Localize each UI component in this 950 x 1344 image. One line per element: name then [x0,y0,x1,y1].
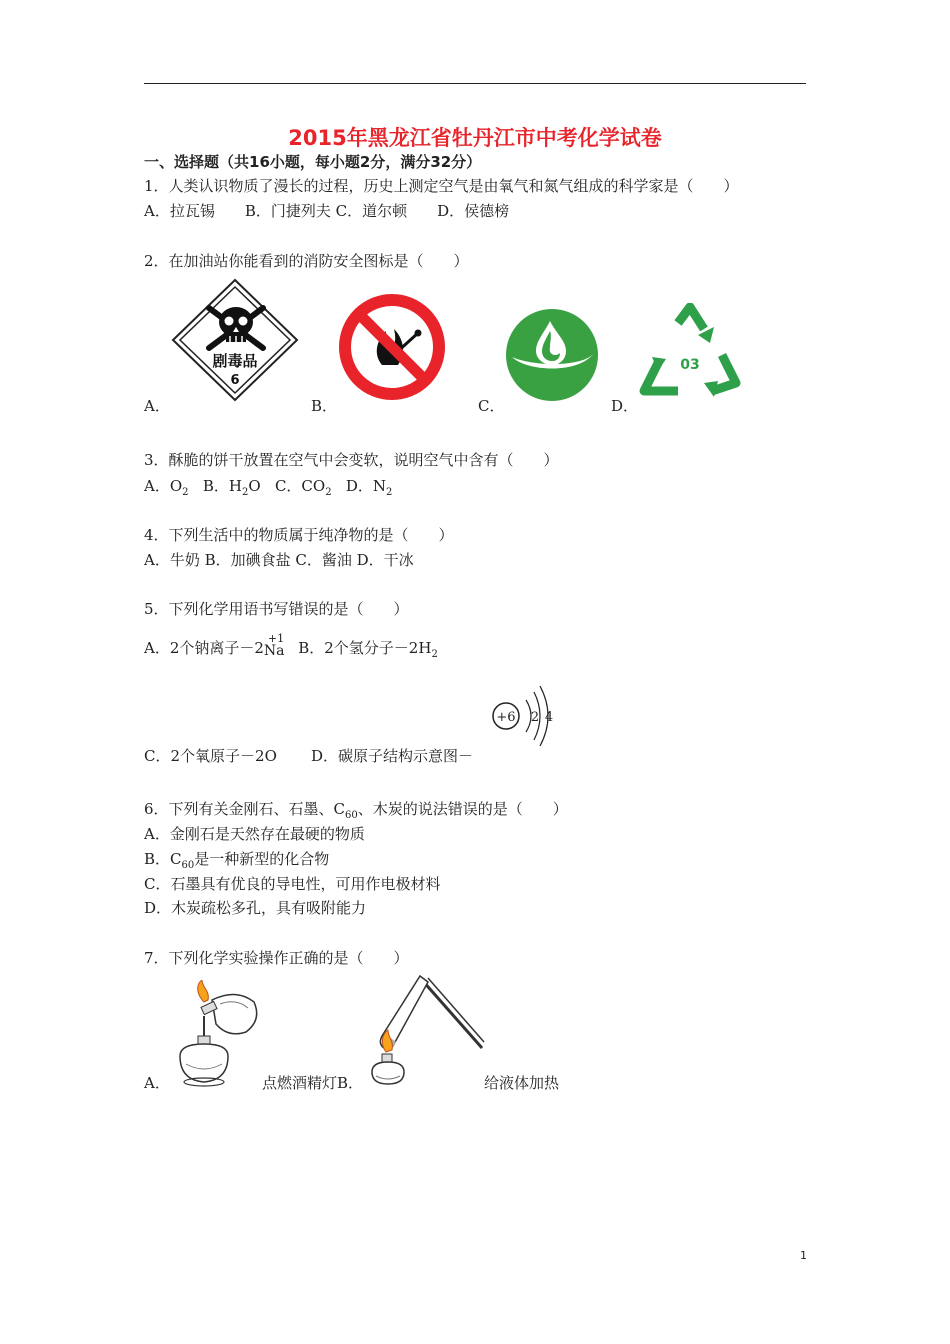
q5-option-d: D．碳原子结构示意图－ [311,747,474,765]
q1-options: A．拉瓦锡 B．门捷列夫 C．道尔顿 D．侯德榜 [144,202,510,220]
toxic-sign-number: 6 [230,373,240,388]
q5-option-a: A．2个钠离子－2 [144,639,264,657]
q6-option-c: C．石墨具有优良的导电性，可用作电极材料 [144,875,441,893]
q7-caption-b: 给液体加热 [484,1074,560,1092]
water-saving-sign-icon [504,307,600,403]
q3-options: A．$O_2$ B．$H_2O$ C．$CO_2$ D．$N_2$ [144,477,393,498]
q2-label-b: B． [311,397,338,415]
page-title: 2015年黑龙江省牡丹江市中考化学试卷 [288,126,662,150]
q3-stem: 3．酥脆的饼干放置在空气中会变软，说明空气中含有（ ） [144,451,559,469]
toxic-sign-text: 剧毒品 [212,352,258,370]
q3-option-c: C．CO [274,477,326,495]
q5-stem: 5．下列化学用语书写错误的是（ ） [144,600,409,618]
q2-label-c: C． [478,397,505,415]
sodium-ion-symbol: +1 Na [263,632,285,659]
atom-nucleus-charge: +6 [496,710,516,725]
q7-stem: 7．下列化学实验操作正确的是（ ） [144,949,409,967]
carbon-atom-diagram [486,672,558,756]
q2-label-d: D． [611,397,639,415]
section-heading: 一、选择题（共16小题，每小题2分，满分32分） [144,153,482,171]
q7-caption-a: 点燃酒精灯B． [262,1074,364,1092]
q6-option-a: A．金刚石是天然存在最硬的物质 [144,825,365,843]
q1-stem: 1．人类认识物质了漫长的过程，历史上测定空气是由氧气和氮气组成的科学家是（ ） [144,177,739,195]
toxic-sign-icon [171,278,299,402]
q5-option-b: B．2个氢分子－2H [298,639,432,657]
q7-label-a: A． [144,1074,170,1092]
atom-shell-2-count: 4 [544,710,554,725]
alcohol-lamp-lighting-icon [166,980,262,1088]
q6-stem: 6．下列有关金刚石、石墨、$C_{60}$、木炭的说法错误的是（ ） [144,800,568,821]
q5-option-c: C．2个氧原子－2O [144,747,277,765]
q6-option-d: D．木炭疏松多孔，具有吸附能力 [144,899,367,917]
q5-options-ab: A．2个钠离子－2 +1 Na B．2个氢分子$-2H_2$ [144,632,438,660]
no-fire-sign-icon [338,293,446,401]
q3-option-b: B．H [202,477,242,495]
recycle-sign-icon [638,303,742,401]
q2-label-a: A． [144,397,170,415]
page-number: 1 [800,1249,807,1262]
q2-stem: 2．在加油站你能看到的消防安全图标是（ ） [144,252,469,270]
recycle-sign-text: 03 [680,357,700,373]
q6-option-b: B．$C_{60}$是一种新型的化合物 [144,850,330,871]
q3-option-a: A．O [144,477,183,495]
q4-options: A．牛奶 B．加碘食盐 C．酱油 D．干冰 [144,551,414,569]
header-rule [144,83,806,84]
q4-stem: 4．下列生活中的物质属于纯净物的是（ ） [144,526,454,544]
atom-shell-1-count: 2 [530,710,540,725]
q3-option-d: D．N [345,477,387,495]
test-tube-heating-icon [366,972,486,1088]
